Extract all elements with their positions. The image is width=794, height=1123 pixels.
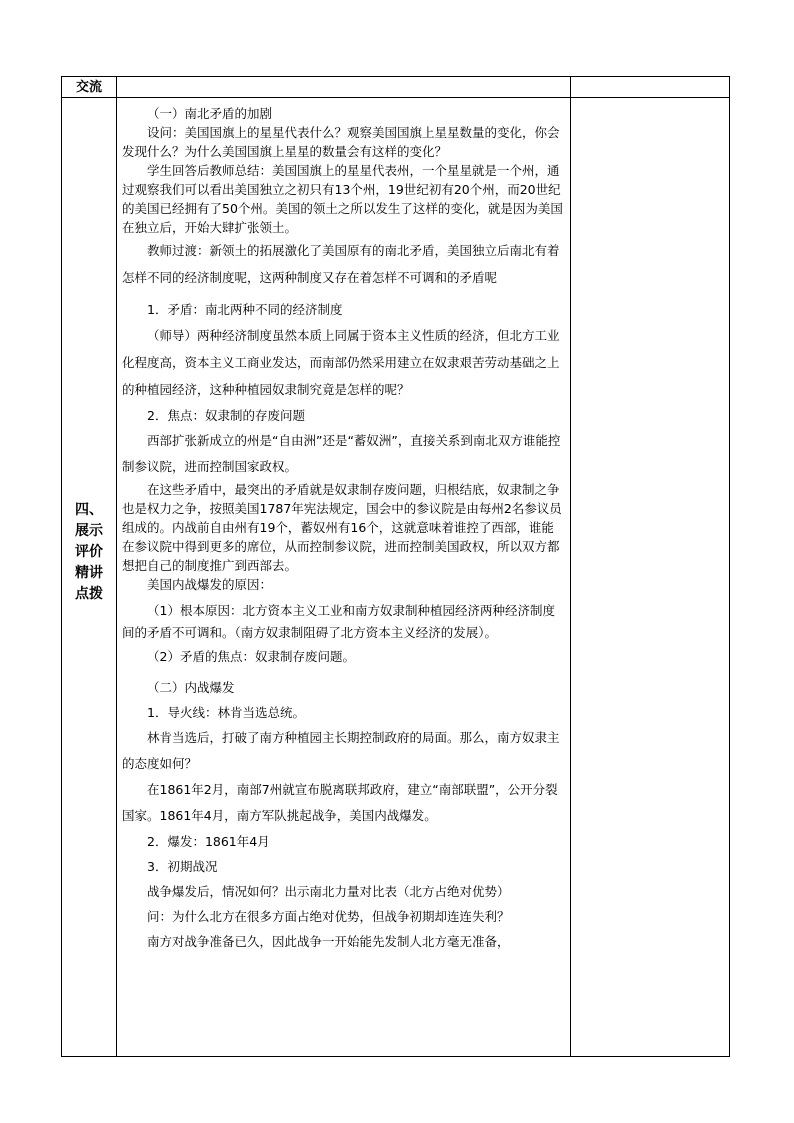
paragraph: 林肯当选后，打破了南方种植园主长期控制政府的局面。那么，南方奴隶主的态度如何？ [122, 730, 560, 771]
subheading: 1．导火线：林肯当选总统。 [147, 705, 305, 720]
lesson-content [122, 104, 566, 954]
paragraph: 战争爆发后，情况如何？出示南北力量对比表（北方占绝对优势） [147, 884, 510, 899]
content-column-border [570, 76, 571, 1057]
table-top-border-right [590, 76, 730, 77]
section-label-line: 展示 [75, 523, 103, 539]
table-right-edge [729, 76, 730, 1057]
paragraph: （师导）两种经济制度虽然本质上同属于资本主义性质的经济，但北方工业化程度高，资本主义工商业发达，而南部仍然采用建立在奴隶艰苦劳动基础之上的种植园经济，这种种植园奴隶制究竟是怎样的呢？ [122, 328, 560, 397]
subheading: 2．爆发：1861年4月 [147, 834, 270, 849]
section-label-line: 评价 [75, 544, 103, 560]
header-row-border [61, 97, 590, 98]
section-heading: （二）内战爆发 [147, 680, 235, 695]
subheading: 1．矛盾：南北两种不同的经济制度 [147, 302, 343, 317]
section-label-line: 四、 [75, 502, 103, 518]
section-label-line: 点拨 [75, 586, 103, 602]
table-top-border [61, 76, 590, 77]
label-column-border [116, 76, 117, 1057]
subheading: 3．初期战况 [147, 859, 218, 874]
paragraph: 教师过渡：新领土的拓展激化了美国原有的南北矛盾，美国独立后南北有着怎样不同的经济制度呢，这两种制度又存在着怎样不可调和的矛盾呢 [122, 243, 560, 285]
table-bottom-border [61, 1056, 590, 1057]
paragraph: 在这些矛盾中，最突出的矛盾就是奴隶制存废问题，归根结底，奴隶制之争也是权力之争，按照美国1787年宪法规定，国会中的参议院是由每州2名参议员组成的。内战前自由州有19个，蓄奴州有16个，这就意味着谁控了西部，谁能在参议院中得到更多的席位，从而控制参议院，进而控制美国政权，所以双方都想把自己的制度推广到西部去。 [122, 482, 562, 573]
paragraph: （1）根本原因：北方资本主义工业和南方奴隶制种植园经济两种经济制度间的矛盾不可调和。（南方奴隶制阻碍了北方资本主义经济的发展）。 [122, 603, 555, 640]
section-label-line: 精讲 [75, 565, 103, 581]
header-row-border-right [590, 97, 730, 98]
paragraph: （2）矛盾的焦点：奴隶制存废问题。 [147, 649, 355, 664]
section-label [62, 500, 116, 605]
table-bottom-border-right [590, 1056, 730, 1057]
paragraph: 问：为什么北方在很多方面占绝对优势，但战争初期却连连失利？ [147, 909, 510, 924]
paragraph: 学生回答后教师总结：美国国旗上的星星代表州，一个星星就是一个州，通过观察我们可以看出美国独立之初只有13个州，19世纪初有20个州，而20世纪的美国已经拥有了50个州。美国的领土之所以发生了这样的变化，就是因为美国在独立后，开始大肆扩张领土。 [122, 163, 563, 235]
section-heading: （一）南北矛盾的加剧 [147, 106, 273, 121]
subheading: 2．焦点：奴隶制的存废问题 [147, 408, 305, 423]
paragraph: 在1861年2月，南部7州就宣布脱离联邦政府，建立“南部联盟”，公开分裂国家。1861年4月，南方军队挑起战争，美国内战爆发。 [122, 782, 558, 823]
header-label: 交流 [75, 80, 102, 95]
paragraph: 西部扩张新成立的州是“自由洲”还是“蓄奴洲”，直接关系到南北双方谁能控制参议院，进而控制国家政权。 [122, 433, 561, 474]
paragraph: 设问：美国国旗上的星星代表什么？观察美国国旗上星星数量的变化，你会发现什么？为什么美国国旗上星星的数量会有这样的变化？ [122, 125, 560, 159]
paragraph: 南方对战争准备已久，因此战争一开始能先发制人北方毫无准备， [147, 934, 510, 949]
paragraph: 美国内战爆发的原因： [147, 577, 273, 592]
